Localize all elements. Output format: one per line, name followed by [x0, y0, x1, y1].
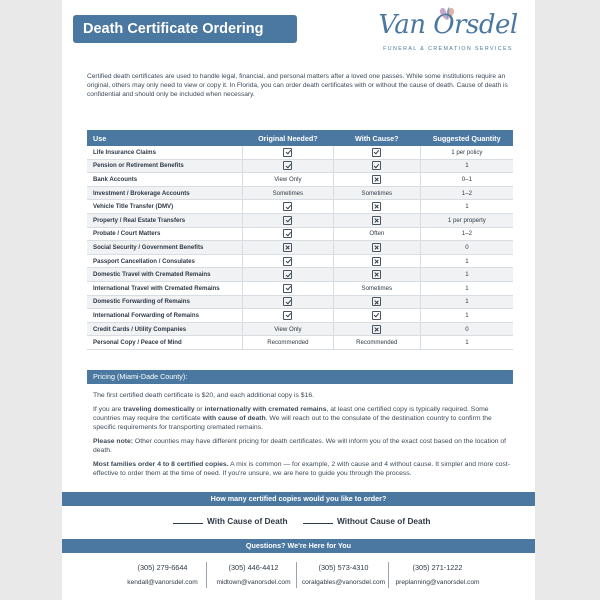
table-row — [87, 254, 513, 268]
checkmark-icon — [283, 257, 292, 266]
table-row — [87, 336, 513, 350]
x-mark-icon — [372, 216, 381, 225]
original-needed-cell — [242, 146, 333, 159]
table-row — [87, 173, 513, 187]
checkmark-icon — [283, 297, 292, 306]
contact-phone[interactable]: (305) 271-1222 — [412, 563, 463, 572]
with-cause-cell: Sometimes — [333, 281, 420, 295]
pricing-section — [93, 391, 511, 483]
quantity-cell: 1 — [420, 159, 513, 173]
x-mark-icon — [372, 297, 381, 306]
checkmark-icon — [372, 311, 381, 320]
original-needed-cell: View Only — [242, 322, 333, 336]
divider — [296, 562, 297, 588]
contact-preplanning — [392, 558, 483, 592]
original-needed-cell: Sometimes — [242, 186, 333, 200]
original-needed-cell — [242, 309, 333, 323]
checkmark-icon — [283, 229, 292, 238]
use-cell: Social Security / Government Benefits — [87, 241, 242, 255]
divider — [206, 562, 207, 588]
contact-email[interactable]: midtown@vanorsdel.com — [216, 579, 291, 586]
use-cell: Domestic Travel with Cremated Remains — [87, 268, 242, 282]
contact-coralgables — [298, 558, 389, 592]
table-row — [87, 159, 513, 173]
contact-email[interactable]: preplanning@vanorsdel.com — [395, 579, 480, 586]
table-row — [87, 281, 513, 295]
use-cell: Property / Real Estate Transfers — [87, 213, 242, 227]
quantity-cell: 0–1 — [420, 173, 513, 187]
checkmark-icon — [283, 161, 292, 170]
with-cause-cell — [333, 241, 420, 255]
original-needed-cell — [242, 281, 333, 295]
contact-phone[interactable]: (305) 279-6644 — [137, 563, 188, 572]
table-row — [87, 200, 513, 214]
order-form — [62, 516, 535, 530]
use-cell: Domestic Forwarding of Remains — [87, 295, 242, 309]
quantity-cell: 0 — [420, 241, 513, 255]
original-needed-cell — [242, 241, 333, 255]
table-row — [87, 295, 513, 309]
quantity-cell: 1 — [420, 309, 513, 323]
with-cause-label: With Cause of Death — [207, 516, 288, 526]
quantity-cell: 0 — [420, 322, 513, 336]
quantity-cell: 1 per policy — [420, 146, 513, 159]
divider — [388, 562, 389, 588]
contact-email[interactable]: kendall@vanorsdel.com — [127, 579, 198, 586]
with-cause-cell — [333, 309, 420, 323]
with-cause-cell: Recommended — [333, 336, 420, 350]
with-cause-cell — [333, 254, 420, 268]
table-header-row — [87, 130, 513, 146]
table-row — [87, 227, 513, 241]
use-cell: Personal Copy / Peace of Mind — [87, 336, 242, 350]
table-row — [87, 241, 513, 255]
checkmark-icon — [283, 311, 292, 320]
table-row — [87, 213, 513, 227]
x-mark-icon — [372, 175, 381, 184]
with-cause-cell — [333, 146, 420, 159]
contact-heading: Questions? We're Here for You — [62, 539, 535, 553]
quantity-cell: 1 — [420, 200, 513, 214]
contact-list — [117, 558, 489, 592]
pricing-note-text: Please note: Other counties may have different pricing for death certificates. We will inform you of the exact cost based on the location of death. — [93, 438, 507, 454]
table-row — [87, 186, 513, 200]
original-needed-cell — [242, 159, 333, 173]
use-cell: International Travel with Cremated Remains — [87, 281, 242, 295]
use-cell: International Forwarding of Remains — [87, 309, 242, 323]
x-mark-icon — [372, 270, 381, 279]
original-needed-cell: Recommended — [242, 336, 333, 350]
with-cause-cell: Sometimes — [333, 186, 420, 200]
with-cause-cell — [333, 295, 420, 309]
with-cause-cell: Often — [333, 227, 420, 241]
quantity-cell: 1 — [420, 295, 513, 309]
checkmark-icon — [283, 284, 292, 293]
with-cause-cell — [333, 200, 420, 214]
x-mark-icon — [372, 202, 381, 211]
without-cause-blank-line[interactable] — [303, 523, 333, 524]
logo-subtitle: FUNERAL & CREMATION SERVICES — [383, 46, 513, 52]
pricing-recommendation-text: Most families order 4 to 8 certified copies. A mix is common — for example, 2 with cause and 4 without cause. It simpler and more cost-effective to order them at the time of need. If you're unsure, we are here to guide you through the process. — [93, 461, 511, 477]
quantity-cell: 1 — [420, 254, 513, 268]
contact-phone[interactable]: (305) 446-4412 — [228, 563, 279, 572]
original-needed-cell — [242, 254, 333, 268]
without-cause-label: Without Cause of Death — [337, 516, 431, 526]
use-cell: Bank Accounts — [87, 173, 242, 187]
use-cell: Life Insurance Claims — [87, 146, 242, 159]
order-question-heading: How many certified copies would you like to order? — [62, 492, 535, 506]
intro-paragraph: Certified death certificates are used to handle legal, financial, and personal matters after a loved one passes. While some institutions require an original, others may only need to view or copy it. In Florida, you can order death certificates with or without the cause of death. Cause of death is confidential and should only be included when necessary. — [87, 73, 508, 98]
pricing-heading: Pricing (Miami-Dade County): — [87, 370, 513, 384]
usage-table — [87, 130, 513, 350]
original-needed-cell — [242, 213, 333, 227]
with-cause-quantity-field[interactable] — [173, 516, 288, 526]
pricing-travel-text: If you are traveling domestically or internationally with cremated remains, at least one certified copy is typically required. Some countries may require the certificate with cause of death. We will reach out to the consulate of the destination country to confirm the specific requirements for transporting cremated remains. — [93, 406, 492, 431]
checkmark-icon — [283, 216, 292, 225]
quantity-cell: 1 — [420, 281, 513, 295]
checkmark-icon — [283, 148, 292, 157]
contact-phone[interactable]: (305) 573-4310 — [318, 563, 369, 572]
use-cell: Pension or Retirement Benefits — [87, 159, 242, 173]
with-cause-blank-line[interactable] — [173, 523, 203, 524]
quantity-cell: 1 per property — [420, 213, 513, 227]
logo-wordmark: Van Orsdel — [378, 10, 518, 40]
x-mark-icon — [372, 243, 381, 252]
use-cell: Probate / Court Matters — [87, 227, 242, 241]
table-row — [87, 146, 513, 159]
with-cause-cell — [333, 268, 420, 282]
original-needed-cell — [242, 268, 333, 282]
page-title: Death Certificate Ordering Guide — [73, 15, 297, 43]
with-cause-cell — [333, 159, 420, 173]
table-row — [87, 309, 513, 323]
quantity-cell: 1 — [420, 336, 513, 350]
original-needed-cell: View Only — [242, 173, 333, 187]
column-header-use: Use — [87, 130, 242, 146]
original-needed-cell — [242, 295, 333, 309]
table-row — [87, 268, 513, 282]
x-mark-icon — [372, 325, 381, 334]
logo — [378, 6, 518, 56]
column-header-original: Original Needed? — [242, 130, 333, 146]
with-cause-cell — [333, 322, 420, 336]
checkmark-icon — [372, 148, 381, 157]
use-cell: Passport Cancellation / Consulates — [87, 254, 242, 268]
quantity-cell: 1–2 — [420, 227, 513, 241]
use-cell: Vehicle Title Transfer (DMV) — [87, 200, 242, 214]
table-row — [87, 322, 513, 336]
contact-midtown — [208, 558, 299, 592]
use-cell: Investment / Brokerage Accounts — [87, 186, 242, 200]
original-needed-cell — [242, 200, 333, 214]
column-header-cause: With Cause? — [333, 130, 420, 146]
quantity-cell: 1 — [420, 268, 513, 282]
contact-kendall — [117, 558, 208, 592]
x-mark-icon — [283, 243, 292, 252]
checkmark-icon — [372, 161, 381, 170]
checkmark-icon — [283, 270, 292, 279]
original-needed-cell — [242, 227, 333, 241]
checkmark-icon — [283, 202, 292, 211]
x-mark-icon — [372, 257, 381, 266]
with-cause-cell — [333, 213, 420, 227]
column-header-quantity: Suggested Quantity — [420, 130, 513, 146]
contact-email[interactable]: coralgables@vanorsdel.com — [301, 579, 386, 586]
without-cause-quantity-field[interactable] — [303, 516, 431, 526]
with-cause-cell — [333, 173, 420, 187]
pricing-cost-text: The first certified death certificate is $20, and each additional copy is $16. — [93, 392, 315, 399]
use-cell: Credit Cards / Utility Companies — [87, 322, 242, 336]
quantity-cell: 1–2 — [420, 186, 513, 200]
